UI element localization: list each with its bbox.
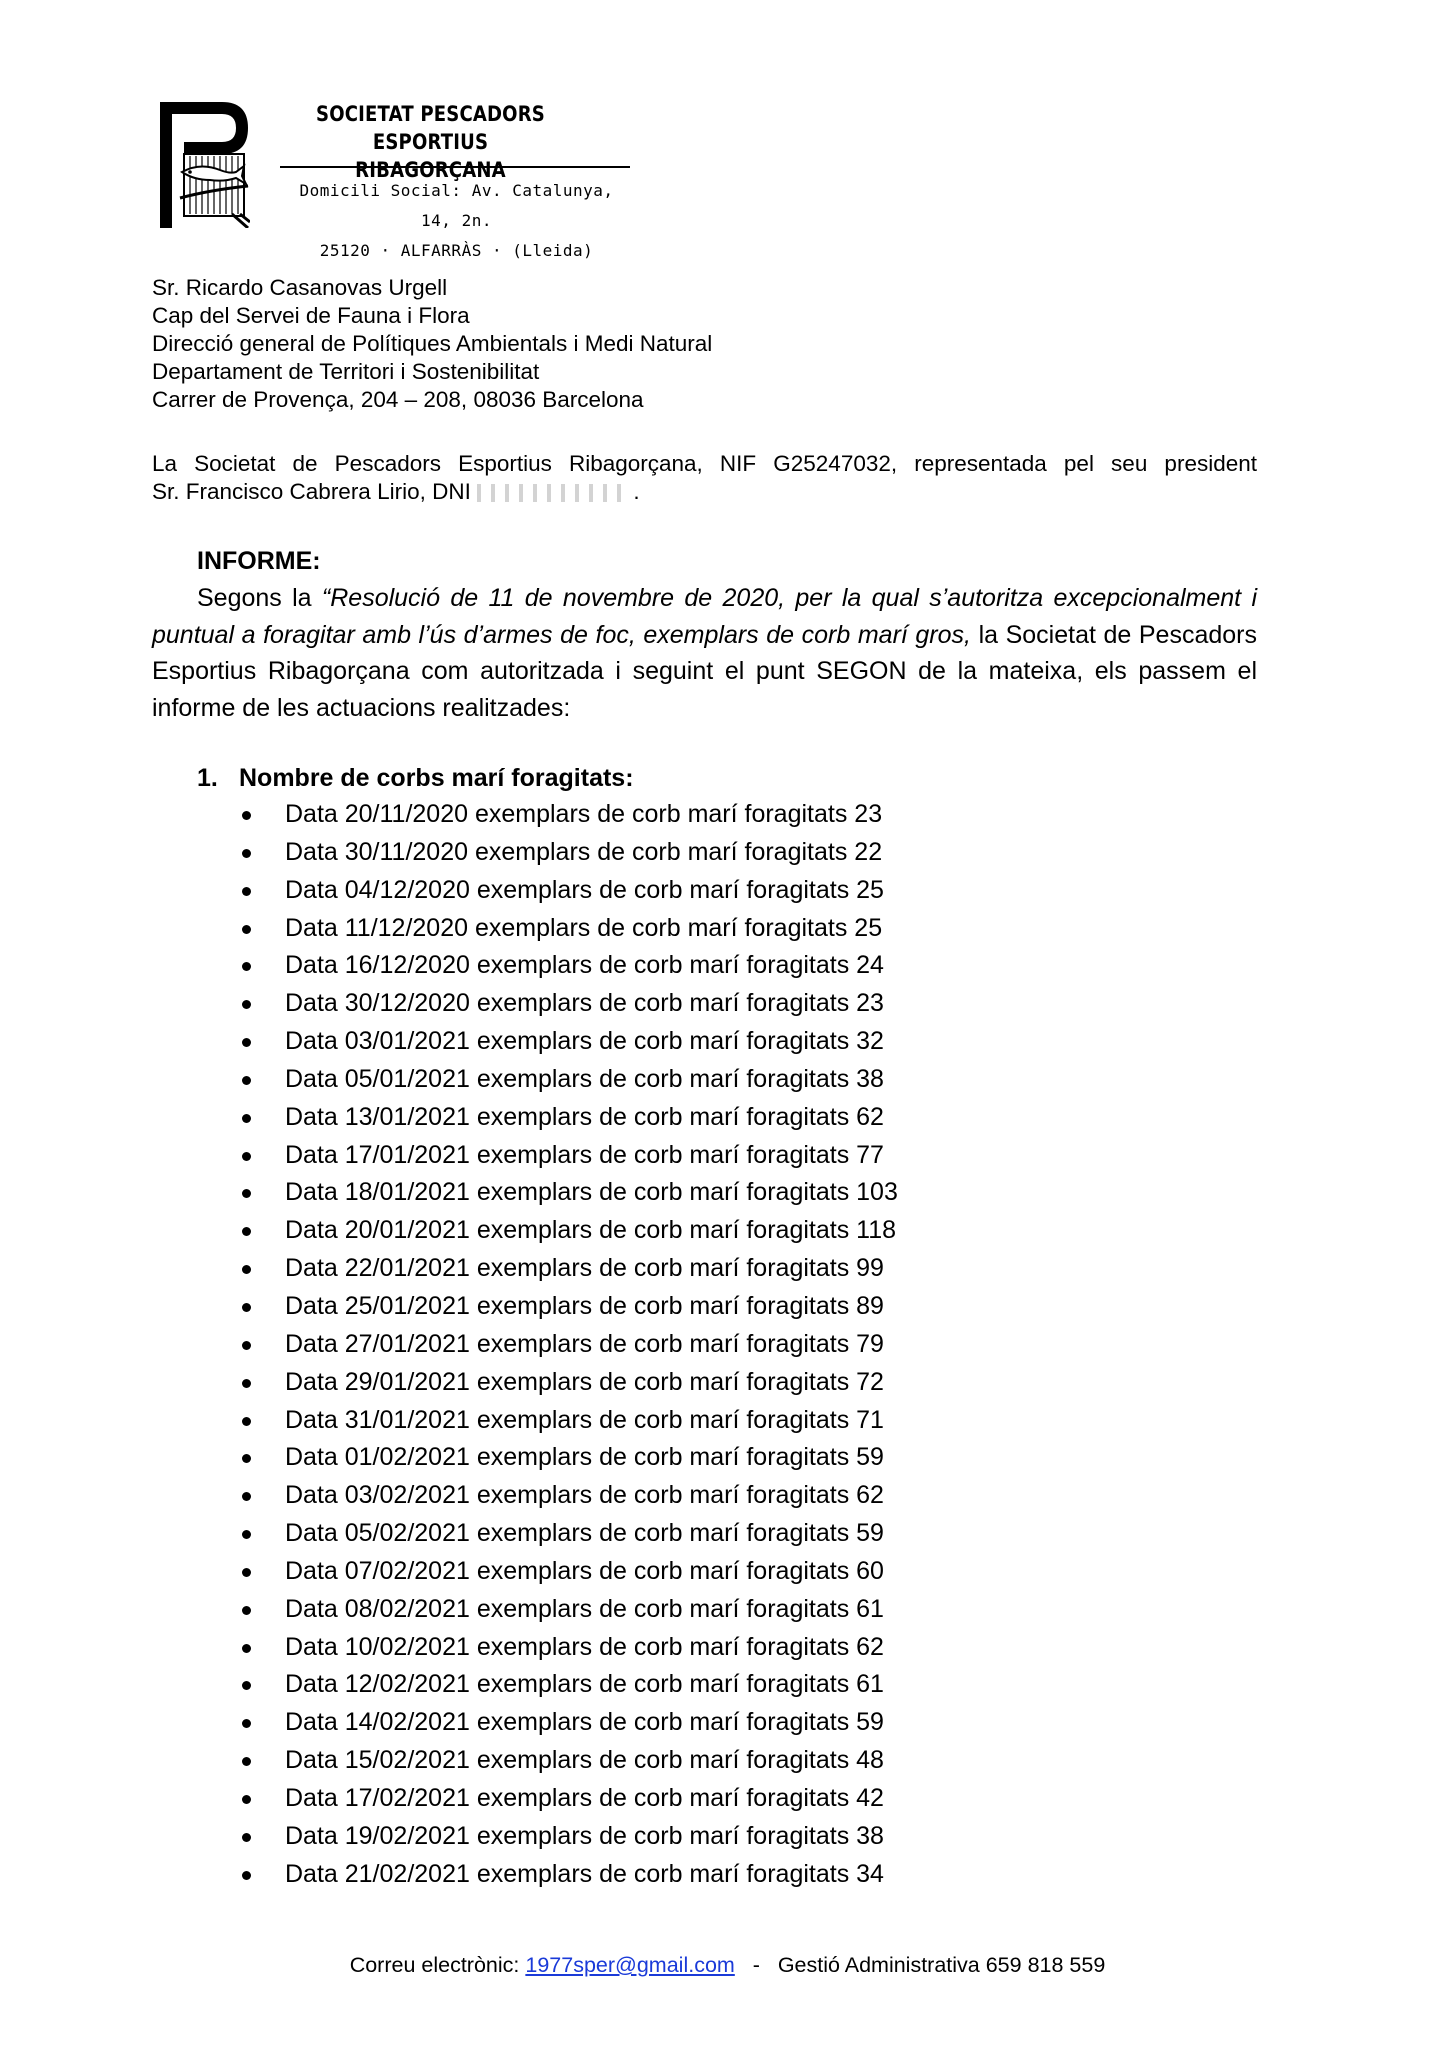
list-item-text: Data 20/01/2021 exemplars de corb marí foragitats 118 [285,1216,896,1245]
bullet-icon [242,849,251,858]
report-text-after: la Societat de Pescadors Esportius Ribagorçana com autoritzada i seguint el punt SEGON de la mateixa, els passem el informe de les actuacions realitzades: [152,620,1257,722]
list-item [240,1515,898,1553]
list-item-text: Data 29/01/2021 exemplars de corb marí foragitats 72 [285,1367,884,1396]
list-item [240,1439,898,1477]
list-item [240,1591,898,1629]
list-item-text: Data 15/02/2021 exemplars de corb marí foragitats 48 [285,1746,884,1775]
organization-name [280,100,581,184]
bullet-icon [242,887,251,896]
bullet-icon [242,1644,251,1653]
list-item [240,1742,898,1780]
bullet-icon [242,1379,251,1388]
redacted-dni [477,484,627,502]
list-item-text: Data 05/01/2021 exemplars de corb marí foragitats 38 [285,1064,884,1093]
list-item-text: Data 17/01/2021 exemplars de corb marí foragitats 77 [285,1140,884,1169]
list-item-text: Data 03/01/2021 exemplars de corb marí foragitats 32 [285,1027,884,1056]
list-item [240,1780,898,1818]
list-item [240,1402,898,1440]
bullet-icon [242,1681,251,1690]
bullet-icon [242,1871,251,1880]
list-item [240,1364,898,1402]
bullet-icon [242,1152,251,1161]
list-item [240,1326,898,1364]
resolution-citation: “Resolució de 11 de novembre de 2020, per la qual s’autoritza excepcionalment i puntual a foragitar amb l’ús d’armes de foc, exemplars de corb marí gros, [152,584,1257,649]
list-item [240,1856,898,1894]
report-text-before: Segons la [197,584,322,612]
footer-admin-phone: Gestió Administrativa 659 818 559 [777,1953,1106,1977]
list-item [240,872,898,910]
bullet-icon [242,1530,251,1539]
list-item [240,796,898,834]
bullet-icon [242,1606,251,1615]
list-item [240,1704,898,1742]
list-item [240,1477,898,1515]
bullet-icon [242,1492,251,1501]
list-item [240,1174,898,1212]
list-item-text: Data 14/02/2021 exemplars de corb marí foragitats 59 [285,1708,884,1737]
organization-address-line2: 25120 · ALFARRÀS · (Lleida) [319,241,594,260]
list-item-text: Data 31/01/2021 exemplars de corb marí foragitats 71 [285,1405,884,1434]
list-item [240,1099,898,1137]
bullet-icon [242,1000,251,1009]
list-item [240,947,898,985]
intro-line2-text: Sr. Francisco Cabrera Lirio, DNI [152,479,471,504]
footer-email-link[interactable]: 1977sper@gmail.com [525,1953,735,1977]
recipient-line: Sr. Ricardo Casanovas Urgell [152,275,448,300]
society-logo-icon [160,102,250,228]
list-item [240,985,898,1023]
bullet-icon [242,1757,251,1766]
organization-name-line1: SOCIETAT PESCADORS ESPORTIUS [316,102,545,154]
list-item [240,1137,898,1175]
recipient-block [152,274,712,414]
bullet-icon [242,962,251,971]
list-item-text: Data 22/01/2021 exemplars de corb marí foragitats 99 [285,1254,884,1283]
list-item-text: Data 30/11/2020 exemplars de corb marí foragitats 22 [285,837,883,866]
bullet-icon [242,1114,251,1123]
bullet-icon [242,1454,251,1463]
list-item-text: Data 21/02/2021 exemplars de corb marí foragitats 34 [285,1859,884,1888]
list-item-text: Data 05/02/2021 exemplars de corb marí foragitats 59 [285,1519,884,1548]
report-title: INFORME: [197,547,321,575]
list-item [240,834,898,872]
footer-separator: - [734,1953,778,1977]
organization-address-line1: Domicili Social: Av. Catalunya, 14, 2n. [299,181,614,230]
intro-line1: La Societat de Pescadors Esportius Ribagorçana, NIF G25247032, representada pel seu president [152,451,1257,476]
bullet-icon [242,1038,251,1047]
list-item-text: Data 17/02/2021 exemplars de corb marí foragitats 42 [285,1783,884,1812]
list-item-text: Data 10/02/2021 exemplars de corb marí foragitats 62 [285,1632,884,1661]
bullet-icon [242,1417,251,1426]
recipient-line: Cap del Servei de Fauna i Flora [152,303,470,328]
bullet-icon [242,1719,251,1728]
list-item-text: Data 11/12/2020 exemplars de corb marí foragitats 25 [285,913,883,942]
list-item-text: Data 01/02/2021 exemplars de corb marí foragitats 59 [285,1443,884,1472]
list-item [240,1288,898,1326]
organization-name-line2: RIBAGORÇANA [355,158,506,182]
list-item [240,1250,898,1288]
intro-line2 [152,478,640,506]
list-item-text: Data 16/12/2020 exemplars de corb marí foragitats 24 [285,951,884,980]
list-item [240,910,898,948]
section-title [197,760,634,796]
bullet-icon [242,1795,251,1804]
list-item-text: Data 08/02/2021 exemplars de corb marí foragitats 61 [285,1594,884,1623]
footer-email-label: Correu electrònic: [349,1953,526,1977]
recipient-line: Departament de Territori i Sostenibilitat [152,359,540,384]
bullet-icon [242,1833,251,1842]
section-number: 1. [197,764,218,792]
list-item-text: Data 13/01/2021 exemplars de corb marí foragitats 62 [285,1102,884,1131]
list-item-text: Data 12/02/2021 exemplars de corb marí foragitats 61 [285,1670,884,1699]
list-item [240,1212,898,1250]
page-footer [0,1950,1455,1980]
list-item-text: Data 20/11/2020 exemplars de corb marí foragitats 23 [285,800,883,828]
list-item-text: Data 03/02/2021 exemplars de corb marí foragitats 62 [285,1481,884,1510]
list-item-text: Data 27/01/2021 exemplars de corb marí foragitats 79 [285,1329,884,1358]
bullet-icon [242,1341,251,1350]
list-item [240,1023,898,1061]
list-item-text: Data 04/12/2020 exemplars de corb marí foragitats 25 [285,875,884,904]
recipient-line: Direcció general de Polítiques Ambientals i Medi Natural [152,331,713,356]
bullet-icon [242,1076,251,1085]
list-item-text: Data 30/12/2020 exemplars de corb marí foragitats 23 [285,989,884,1018]
bullet-icon [242,811,251,820]
list-item-text: Data 07/02/2021 exemplars de corb marí foragitats 60 [285,1556,884,1585]
bullet-icon [242,925,251,934]
organization-address [284,176,629,266]
bullet-icon [242,1568,251,1577]
report-paragraph [152,580,1257,726]
list-item [240,1818,898,1856]
list-item-text: Data 19/02/2021 exemplars de corb marí foragitats 38 [285,1821,884,1850]
list-item [240,1553,898,1591]
bullet-icon [242,1189,251,1198]
bullet-icon [242,1303,251,1312]
cormorant-count-list [240,796,898,1893]
letterhead-divider [280,166,630,168]
section-heading: Nombre de corbs marí foragitats: [239,764,634,792]
recipient-line: Carrer de Provença, 204 – 208, 08036 Barcelona [152,387,644,412]
list-item [240,1666,898,1704]
bullet-icon [242,1227,251,1236]
intro-line2-end: . [633,479,640,504]
list-item-text: Data 25/01/2021 exemplars de corb marí foragitats 89 [285,1291,884,1320]
bullet-icon [242,1265,251,1274]
list-item [240,1629,898,1667]
list-item [240,1061,898,1099]
list-item-text: Data 18/01/2021 exemplars de corb marí foragitats 103 [285,1178,898,1207]
